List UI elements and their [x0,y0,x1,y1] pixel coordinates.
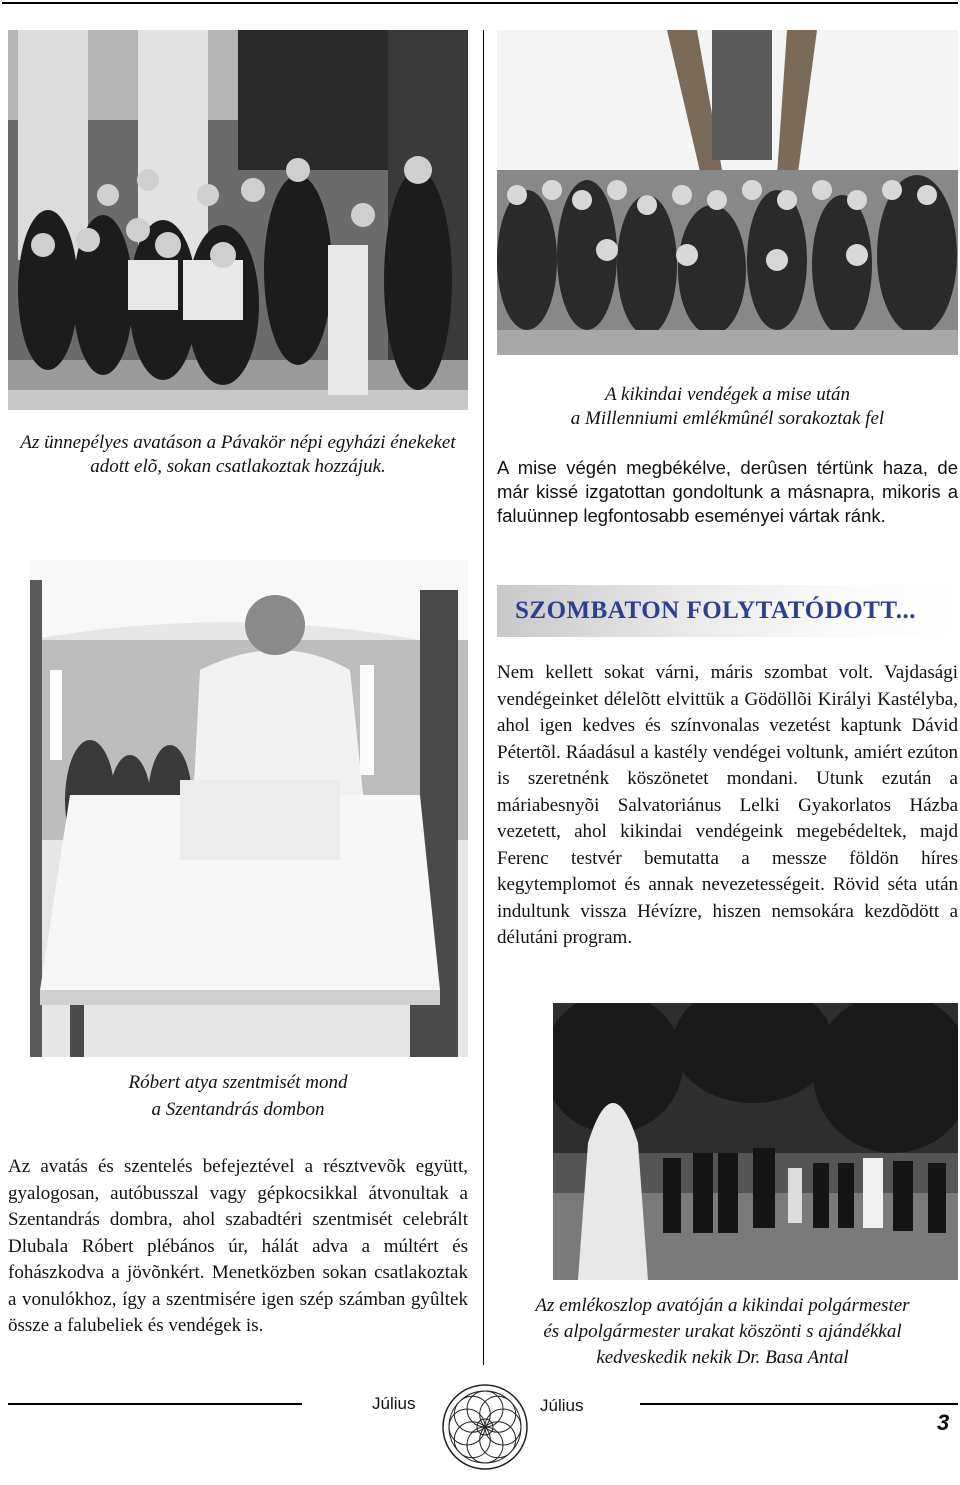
intro-text: A mise végén megbékélve, derûsen tértünk haza, de már kissé izgatottan gondoltunk a másnapra, mikoris a faluünnep legfontosabb eseményei vártak ránk. [497,457,958,526]
intro-paragraph [497,456,958,528]
photo-group [497,30,958,355]
caption-memorial-line3: kedveskedik nekik Dr. Basa Antal [596,1347,849,1368]
caption-mass-line2: a Szentandrás dombon [151,1099,325,1120]
photo-mass [30,560,468,1057]
section-heading: SZOMBATON FOLYTATÓDOTT... [515,597,917,624]
caption-memorial-line1: Az emlékoszlop avatóján a kikindai polgármester [535,1295,910,1316]
footer-label-left: Július [372,1394,416,1413]
section-heading-bar [497,585,958,637]
photo-memorial [553,1003,958,1280]
footer-rule-right [640,1403,958,1405]
caption-memorial-line2: és alpolgármester urakat köszönti s ajándékkal [543,1321,902,1342]
caption-group-line1: A kikindai vendégek a mise után [605,384,850,405]
column-divider [483,30,484,1365]
rosette-logo-icon [440,1382,530,1472]
caption-mass-line1: Róbert atya szentmisét mond [128,1072,348,1093]
top-rule [2,2,958,4]
saturday-paragraph [497,660,958,952]
page-number: 3 [937,1410,950,1435]
saturday-text: Nem kellett sokat várni, máris szombat volt. Vajdasági vendégeinket délelõtt elvittük a Gödöllõi Királyi Kastélyba, ahol igen kedves és színvonalas vezetést kaptunk Dávid Pétertõl. Ráadásul a kastély vendégei voltunk, amiért ezúton is szeretnénk köszönetet mondani. Utunk ezután a máriabesnyõi Salvatoriánus Lelki Gyakorlatos Házba vezetett, ahol kikindai vendégeink megebédeltek, majd Ferenc testvér bemutatta a messze földön híres kegytemplomot és annak nevezetességeit. Rövid séta után indultunk vissza Hévízre, hiszen nemsokára kezdõdött a délutáni program. [497,662,958,948]
consecration-paragraph [8,1154,468,1340]
caption-choir: Az ünnepélyes avatáson a Pávakör népi egyházi énekeket adott elõ, sokan csatlakoztak hozzájuk. [20,432,456,477]
consecration-text: Az avatás és szentelés befejeztével a résztvevõk együtt, gyalogosan, autóbusszal vagy gépkocsikkal átvonultak a Szentandrás dombra, ahol szabadtéri szentmisét celebrált Dlubala Róbert plébános úr, hálát adva a múltért és fohászkodva a jövõnkért. Menetközben sokan csatlakoztak a vonulókhoz, így a szentmisére igen szép számban gyûltek össze a falubeliek és vendégek is. [8,1156,468,1336]
photo-choir [8,30,468,410]
footer-label-right: Július [540,1396,584,1415]
footer-rule-left [8,1403,302,1405]
caption-group-line2: a Millenniumi emlékmûnél sorakoztak fel [570,408,885,429]
